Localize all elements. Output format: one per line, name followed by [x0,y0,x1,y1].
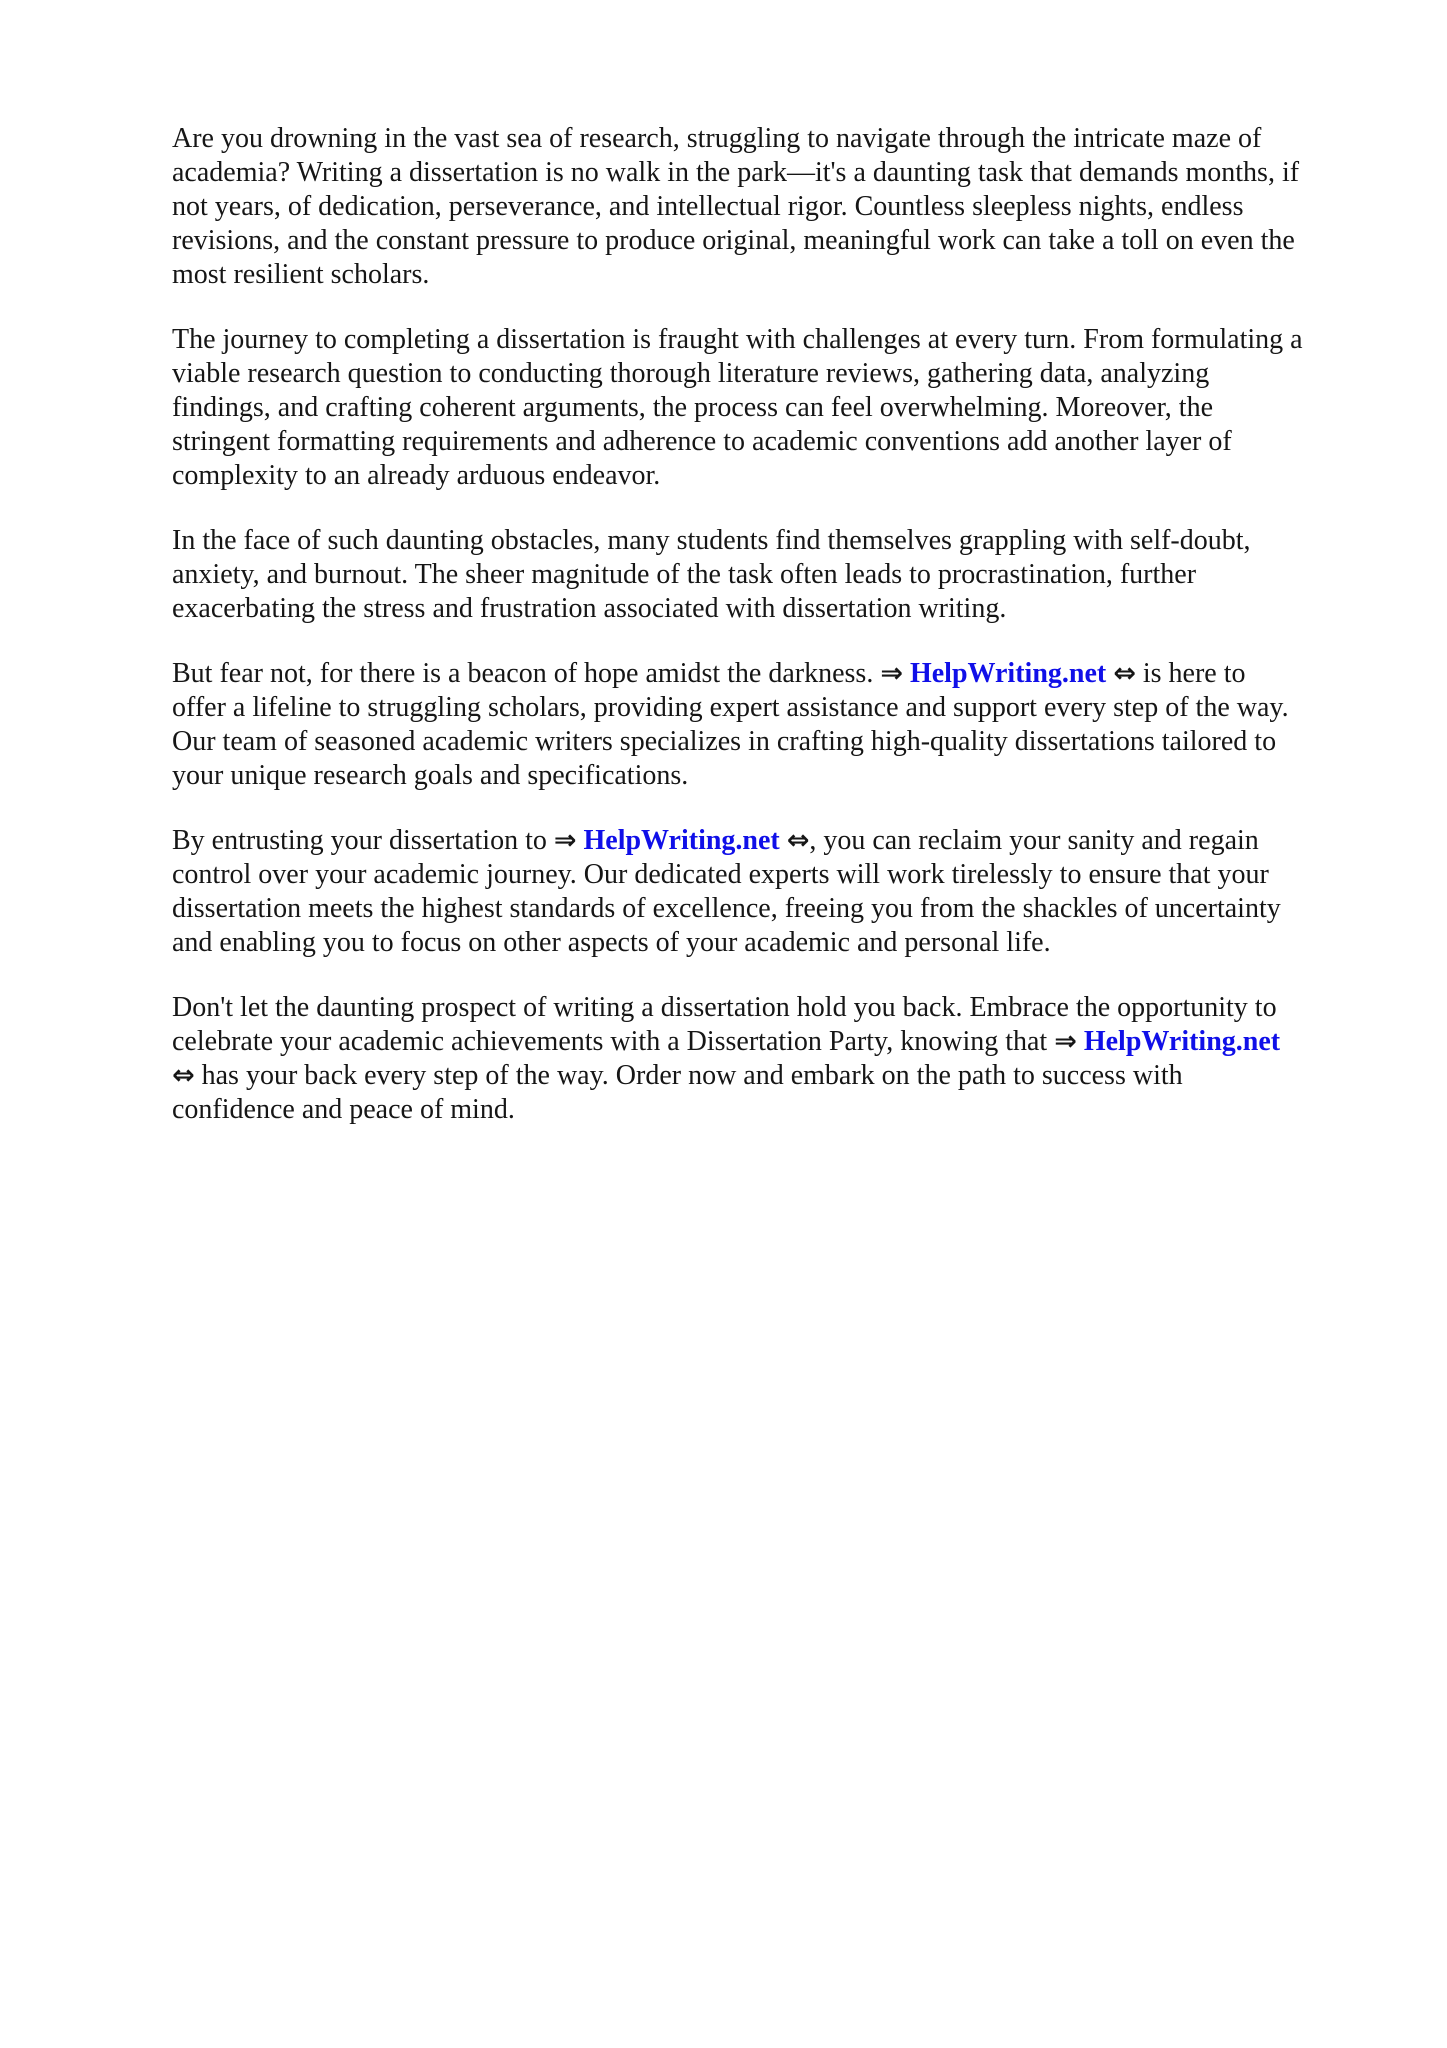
text-run: Don't let the daunting prospect of writing a dissertation hold you back. Embrace the opportunity to [172,992,1277,1023]
text-line [172,459,1387,493]
text-run: most resilient scholars. [172,259,430,290]
text-line [172,691,1387,725]
paragraph [172,323,1387,493]
text-line [172,190,1387,224]
helpwriting-link[interactable]: HelpWriting.net [583,825,780,856]
text-line [172,258,1387,292]
text-line [172,592,1387,626]
text-run [780,825,787,856]
text-line [172,323,1387,357]
text-line [172,558,1387,592]
text-run: The journey to completing a dissertation is fraught with challenges at every turn. From formulating a [172,324,1303,355]
text-run: In the face of such daunting obstacles, many students find themselves grappling with self-doubt, [172,525,1251,556]
text-run: confidence and peace of mind. [172,1094,515,1125]
text-run: anxiety, and burnout. The sheer magnitude of the task often leads to procrastination, further [172,559,1197,590]
text-run: Our team of seasoned academic writers specializes in crafting high-quality dissertations tailored to [172,726,1277,757]
text-line [172,858,1387,892]
text-line [172,156,1387,190]
left-right-double-arrow-icon: ⇔ [786,825,810,856]
text-run: dissertation meets the highest standards of excellence, freeing you from the shackles of uncertainty [172,893,1281,924]
text-run: your unique research goals and specifications. [172,760,689,791]
text-run: and enabling you to focus on other aspects of your academic and personal life. [172,927,1051,958]
text-line [172,1025,1387,1059]
text-run: offer a lifeline to struggling scholars, providing expert assistance and support every step of the way. [172,692,1289,723]
text-run: findings, and crafting coherent arguments, the process can feel overwhelming. Moreover, the [172,392,1214,423]
text-line [172,122,1387,156]
text-line [172,425,1387,459]
text-line [172,1059,1387,1093]
paragraph [172,657,1387,793]
text-run: control over your academic journey. Our dedicated experts will work tirelessly to ensure that your [172,859,1269,890]
text-run [1077,1026,1084,1057]
text-line [172,991,1387,1025]
text-run: exacerbating the stress and frustration associated with dissertation writing. [172,593,1007,624]
text-line [172,725,1387,759]
text-run: viable research question to conducting thorough literature reviews, gathering data, analyzing [172,358,1210,389]
text-line [172,824,1387,858]
left-right-double-arrow-icon: ⇔ [172,1060,195,1091]
right-double-arrow-icon: ⇒ [1054,1026,1077,1057]
text-line [172,524,1387,558]
helpwriting-link[interactable]: HelpWriting.net [909,658,1107,689]
text-run: Are you drowning in the vast sea of research, struggling to navigate through the intricate maze of [172,123,1262,154]
text-run: not years, of dedication, perseverance, and intellectual rigor. Countless sleepless nights, endless [172,191,1244,222]
text-run: celebrate your academic achievements with a Dissertation Party, knowing that [172,1026,1055,1057]
text-run: But fear not, for there is a beacon of hope amidst the darkness. [172,658,881,689]
right-double-arrow-icon: ⇒ [880,658,903,689]
left-right-double-arrow-icon: ⇔ [1113,658,1136,689]
text-line [172,391,1387,425]
text-run: revisions, and the constant pressure to produce original, meaningful work can take a toll on even the [172,225,1295,256]
paragraph [172,524,1387,626]
text-line [172,1093,1387,1127]
text-run: , you can reclaim your sanity and regain [809,825,1259,856]
document-text [172,122,1387,1158]
text-run [903,658,910,689]
text-run: has your back every step of the way. Order now and embark on the path to success with [194,1060,1183,1091]
text-line [172,657,1387,691]
paragraph [172,991,1387,1127]
text-line [172,759,1387,793]
paragraph [172,122,1387,292]
text-line [172,892,1387,926]
text-run: stringent formatting requirements and adherence to academic conventions add another layer of [172,426,1232,457]
helpwriting-link[interactable]: HelpWriting.net [1083,1026,1281,1057]
text-line [172,926,1387,960]
text-run: is here to [1135,658,1246,689]
text-line [172,224,1387,258]
text-run: academia? Writing a dissertation is no walk in the park—it's a daunting task that demands months, if [172,157,1300,188]
text-run: complexity to an already arduous endeavor. [172,460,661,491]
paragraph [172,824,1387,960]
text-line [172,357,1387,391]
text-run: By entrusting your dissertation to [172,825,554,856]
right-double-arrow-icon: ⇒ [553,825,577,856]
